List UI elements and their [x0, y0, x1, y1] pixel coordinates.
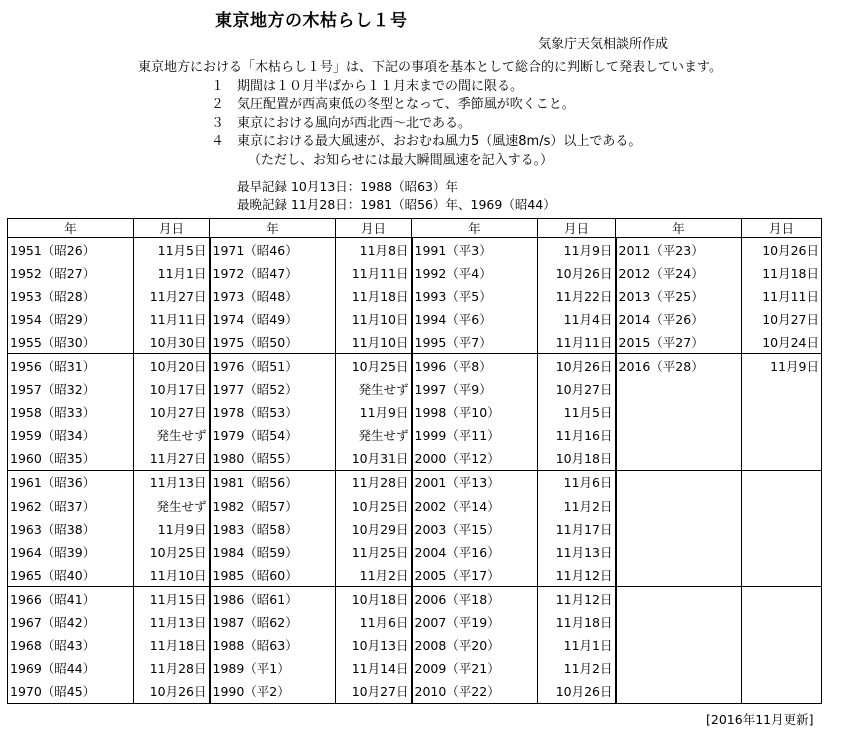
year-cell: 1989（平1）	[210, 657, 336, 680]
year-cell: 1965（昭40）	[8, 563, 134, 587]
year-cell	[616, 587, 742, 611]
date-cell: 10月27日	[336, 680, 412, 704]
year-cell: 1980（昭55）	[210, 447, 336, 471]
table-row	[8, 494, 822, 517]
date-cell: 10月25日	[336, 494, 412, 517]
year-cell: 1962（昭37）	[8, 494, 134, 517]
date-cell	[742, 517, 822, 540]
date-cell: 10月26日	[134, 680, 210, 704]
year-cell: 1973（昭48）	[210, 284, 336, 307]
year-cell: 2005（平17）	[412, 563, 538, 587]
table-row	[8, 354, 822, 378]
author-label: 気象庁天気相談所作成	[538, 37, 669, 52]
date-cell: 11月1日	[134, 261, 210, 284]
year-cell	[616, 378, 742, 401]
year-cell: 1954（昭29）	[8, 307, 134, 330]
year-cell: 2011（平23）	[616, 238, 742, 262]
year-cell: 2003（平15）	[412, 517, 538, 540]
year-cell	[616, 680, 742, 704]
table-row	[8, 657, 822, 680]
header-year: 年	[412, 219, 538, 238]
date-cell: 10月18日	[336, 587, 412, 611]
year-cell: 1967（昭42）	[8, 611, 134, 634]
year-cell: 1961（昭36）	[8, 470, 134, 494]
year-cell	[616, 634, 742, 657]
table-row	[8, 470, 822, 494]
date-cell: 11月10日	[336, 330, 412, 354]
year-cell: 1995（平7）	[412, 330, 538, 354]
date-cell	[742, 563, 822, 587]
header-date: 月日	[336, 219, 412, 238]
date-cell: 10月18日	[538, 447, 616, 471]
date-cell	[742, 401, 822, 424]
page-title: 東京地方の木枯らし１号	[215, 11, 408, 31]
year-cell: 2000（平12）	[412, 447, 538, 471]
year-cell: 1960（昭35）	[8, 447, 134, 471]
condition-2: ２ 気圧配置が西高東低の冬型となって、季節風が吹くこと。	[211, 97, 575, 112]
date-cell: 11月9日	[336, 401, 412, 424]
date-cell: 10月26日	[538, 354, 616, 378]
year-cell	[616, 657, 742, 680]
condition-1: １ 期間は１０月半ばから１１月末までの間に限る。	[211, 78, 524, 94]
year-cell: 1994（平6）	[412, 307, 538, 330]
date-cell: 11月6日	[538, 470, 616, 494]
date-cell: 11月2日	[336, 563, 412, 587]
date-cell: 11月13日	[134, 470, 210, 494]
date-cell: 10月31日	[336, 447, 412, 471]
table-row	[8, 261, 822, 284]
date-cell: 10月27日	[742, 307, 822, 330]
date-cell: 11月6日	[336, 611, 412, 634]
header-date: 月日	[134, 219, 210, 238]
date-cell: 11月11日	[336, 261, 412, 284]
date-cell	[742, 634, 822, 657]
date-cell	[742, 587, 822, 611]
date-cell: 11月9日	[742, 354, 822, 378]
date-cell: 11月5日	[134, 238, 210, 262]
date-cell: 11月12日	[538, 563, 616, 587]
date-cell: 10月20日	[134, 354, 210, 378]
header-year: 年	[616, 219, 742, 238]
table-row	[8, 517, 822, 540]
date-cell: 発生せず	[336, 424, 412, 447]
date-cell: 11月2日	[538, 494, 616, 517]
year-cell: 1963（昭38）	[8, 517, 134, 540]
date-cell	[742, 540, 822, 563]
date-cell: 10月26日	[538, 261, 616, 284]
date-cell: 11月17日	[538, 517, 616, 540]
year-cell: 1969（昭44）	[8, 657, 134, 680]
year-cell: 1979（昭54）	[210, 424, 336, 447]
date-cell: 11月22日	[538, 284, 616, 307]
date-cell: 11月2日	[538, 657, 616, 680]
date-cell	[742, 657, 822, 680]
year-cell: 1975（昭50）	[210, 330, 336, 354]
date-cell: 10月26日	[742, 238, 822, 262]
year-cell: 1998（平10）	[412, 401, 538, 424]
year-cell: 1970（昭45）	[8, 680, 134, 704]
year-cell: 1990（平2）	[210, 680, 336, 704]
header-date: 月日	[538, 219, 616, 238]
table-row	[8, 424, 822, 447]
date-cell	[742, 447, 822, 471]
table-row	[8, 238, 822, 262]
date-cell: 発生せず	[134, 494, 210, 517]
year-cell: 1997（平9）	[412, 378, 538, 401]
date-cell: 発生せず	[134, 424, 210, 447]
header-year: 年	[8, 219, 134, 238]
year-cell: 1993（平5）	[412, 284, 538, 307]
table-row	[8, 307, 822, 330]
table-row	[8, 378, 822, 401]
date-cell	[742, 680, 822, 704]
year-cell: 1952（昭27）	[8, 261, 134, 284]
date-cell: 10月29日	[336, 517, 412, 540]
year-cell: 2012（平24）	[616, 261, 742, 284]
table-row	[8, 447, 822, 471]
year-cell: 2013（平25）	[616, 284, 742, 307]
date-cell: 10月17日	[134, 378, 210, 401]
date-cell: 11月18日	[134, 634, 210, 657]
date-cell	[742, 424, 822, 447]
table-row	[8, 634, 822, 657]
date-cell: 11月15日	[134, 587, 210, 611]
date-cell: 10月24日	[742, 330, 822, 354]
date-cell: 10月25日	[134, 540, 210, 563]
year-cell: 1976（昭51）	[210, 354, 336, 378]
date-cell: 11月16日	[538, 424, 616, 447]
year-cell: 1953（昭28）	[8, 284, 134, 307]
records-section	[237, 178, 556, 214]
table-body	[8, 238, 822, 704]
year-cell: 1991（平3）	[412, 238, 538, 262]
year-cell: 2001（平13）	[412, 470, 538, 494]
date-cell: 11月12日	[538, 587, 616, 611]
year-cell: 1982（昭57）	[210, 494, 336, 517]
year-cell: 1958（昭33）	[8, 401, 134, 424]
year-cell: 1984（昭59）	[210, 540, 336, 563]
date-cell: 11月28日	[336, 470, 412, 494]
date-cell	[742, 611, 822, 634]
date-cell	[742, 470, 822, 494]
year-cell	[616, 540, 742, 563]
year-cell: 2008（平20）	[412, 634, 538, 657]
date-cell: 11月18日	[538, 611, 616, 634]
date-cell: 11月8日	[336, 238, 412, 262]
kogarashi-table	[7, 218, 822, 704]
year-cell	[616, 563, 742, 587]
date-cell: 11月18日	[336, 284, 412, 307]
date-cell: 10月13日	[336, 634, 412, 657]
year-cell	[616, 494, 742, 517]
year-cell: 1986（昭61）	[210, 587, 336, 611]
year-cell	[616, 470, 742, 494]
date-cell: 11月11日	[134, 307, 210, 330]
date-cell: 11月9日	[538, 238, 616, 262]
date-cell: 11月4日	[538, 307, 616, 330]
year-cell	[616, 517, 742, 540]
condition-3: ３ 東京における風向が西北西～北である。	[211, 115, 472, 131]
date-cell: 11月11日	[538, 330, 616, 354]
year-cell: 1983（昭58）	[210, 517, 336, 540]
year-cell: 2004（平16）	[412, 540, 538, 563]
date-cell: 11月13日	[538, 540, 616, 563]
year-cell: 1968（昭43）	[8, 634, 134, 657]
table-row	[8, 330, 822, 354]
updated-label: [2016年11月更新]	[706, 712, 814, 727]
table-row	[8, 540, 822, 563]
year-cell	[616, 611, 742, 634]
table-row	[8, 401, 822, 424]
table-row	[8, 563, 822, 587]
year-cell: 1956（昭31）	[8, 354, 134, 378]
date-cell: 11月10日	[336, 307, 412, 330]
date-cell: 10月27日	[538, 378, 616, 401]
date-cell: 11月10日	[134, 563, 210, 587]
condition-4: ４ 東京における最大風速が、おおむね風力5（風速8m/s）以上である。	[211, 134, 642, 149]
date-cell: 11月11日	[742, 284, 822, 307]
date-cell	[742, 494, 822, 517]
date-cell: 11月28日	[134, 657, 210, 680]
year-cell: 1999（平11）	[412, 424, 538, 447]
year-cell	[616, 447, 742, 471]
year-cell: 2006（平18）	[412, 587, 538, 611]
year-cell	[616, 401, 742, 424]
year-cell: 2014（平26）	[616, 307, 742, 330]
date-cell: 11月27日	[134, 447, 210, 471]
date-cell	[742, 378, 822, 401]
year-cell: 2002（平14）	[412, 494, 538, 517]
date-cell: 発生せず	[336, 378, 412, 401]
date-cell: 10月25日	[336, 354, 412, 378]
year-cell: 1977（昭52）	[210, 378, 336, 401]
date-cell: 11月13日	[134, 611, 210, 634]
date-cell: 11月9日	[134, 517, 210, 540]
table-row	[8, 284, 822, 307]
date-cell: 10月30日	[134, 330, 210, 354]
year-cell: 1978（昭53）	[210, 401, 336, 424]
condition-note: （ただし、お知らせには最大瞬間風速を記入する。）	[248, 152, 554, 168]
date-cell: 11月27日	[134, 284, 210, 307]
table-row	[8, 587, 822, 611]
table-header-row	[8, 219, 822, 238]
earliest-record: 最早記録 10月13日：1988（昭63）年	[237, 179, 459, 194]
year-cell: 2007（平19）	[412, 611, 538, 634]
year-cell: 1987（昭62）	[210, 611, 336, 634]
date-cell: 11月18日	[742, 261, 822, 284]
year-cell	[616, 424, 742, 447]
date-cell: 10月27日	[134, 401, 210, 424]
year-cell: 2009（平21）	[412, 657, 538, 680]
date-cell: 10月26日	[538, 680, 616, 704]
intro-section	[138, 59, 722, 170]
latest-record: 最晩記録 11月28日：1981（昭56）年、1969（昭44）	[237, 197, 556, 212]
year-cell: 1964（昭39）	[8, 540, 134, 563]
date-cell: 11月14日	[336, 657, 412, 680]
year-cell: 1988（昭63）	[210, 634, 336, 657]
date-cell: 11月5日	[538, 401, 616, 424]
header-date: 月日	[742, 219, 822, 238]
date-cell: 11月25日	[336, 540, 412, 563]
table-row	[8, 611, 822, 634]
intro-text: 東京地方における「木枯らし１号」は、下記の事項を基本として総合的に判断して発表しています。	[138, 60, 722, 75]
year-cell: 2010（平22）	[412, 680, 538, 704]
year-cell: 1992（平4）	[412, 261, 538, 284]
year-cell: 1955（昭30）	[8, 330, 134, 354]
year-cell: 1985（昭60）	[210, 563, 336, 587]
year-cell: 1971（昭46）	[210, 238, 336, 262]
header-year: 年	[210, 219, 336, 238]
year-cell: 2015（平27）	[616, 330, 742, 354]
year-cell: 2016（平28）	[616, 354, 742, 378]
date-cell: 11月1日	[538, 634, 616, 657]
year-cell: 1957（昭32）	[8, 378, 134, 401]
year-cell: 1959（昭34）	[8, 424, 134, 447]
year-cell: 1972（昭47）	[210, 261, 336, 284]
year-cell: 1996（平8）	[412, 354, 538, 378]
year-cell: 1951（昭26）	[8, 238, 134, 262]
year-cell: 1974（昭49）	[210, 307, 336, 330]
year-cell: 1966（昭41）	[8, 587, 134, 611]
year-cell: 1981（昭56）	[210, 470, 336, 494]
table-row	[8, 680, 822, 704]
